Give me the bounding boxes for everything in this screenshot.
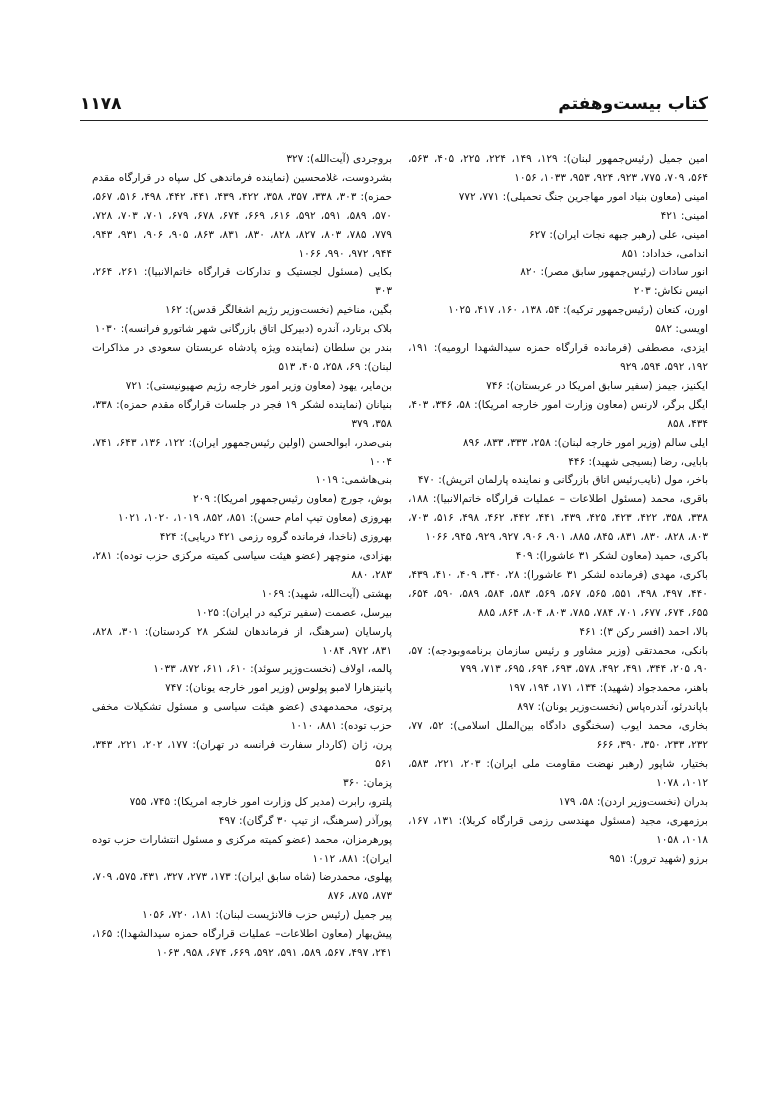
entry-name: پهلوی، محمدرضا (شاه سابق ایران): [234,871,393,884]
entry-page-refs: ۵۸، ۱۷۹ [558,795,594,808]
index-entry [92,490,392,509]
entry-page-refs: ۶۱۰، ۶۱۱، ۸۷۲، ۱۰۳۳ [153,663,247,676]
entry-name: اندامی، خداداد: [641,247,708,260]
entry-page-refs: ۴۶۱ [579,625,597,638]
entry-page-refs: ۱۶۲ [165,304,182,317]
index-entry [92,793,392,812]
entry-page-refs: ۸۲۰ [520,266,538,279]
entry-page-refs: ۷۷۱، ۷۷۲ [458,190,500,203]
entry-name: ایگل برگر، لارنس (معاون وزارت امور خارجه امریکا): [474,398,708,411]
entry-name: بخاری، محمد ایوب (سخنگوی دادگاه بین‌الملل اسلامی): [449,720,708,733]
entry-page-refs: ۴۷۰ [417,474,435,487]
entry-page-refs: ۱۸۸، ۳۳۸، ۳۵۸، ۴۲۲، ۴۲۳، ۴۲۵، ۴۳۹، ۴۴۱، ۴۴۲، ۴۶۲، ۴۹۸، ۵۱۶، ۷۰۳، ۸۰۳، ۸۲۸، ۸۳۰، ۸۳۱، ۸۴۵، ۸۸۵، ۹۰۱، ۹۰۶، ۹۲۷، ۹۲۹، ۹۴۵، ۱۰۶۶ [408,493,708,544]
index-entry [408,755,708,793]
entry-name: بگین، مناخیم (نخست‌وزیر رژیم اشغالگر قدس): [185,304,392,317]
entry-page-refs: ۲۰۹ [192,493,210,506]
entry-name: بهروزی (معاون تیپ امام حسن): [249,512,392,525]
entry-name: بوش، جورج (معاون رئیس‌جمهور امریکا): [213,493,392,506]
entry-name: بنی‌صدر، ابوالحسن (اولین رئیس‌جمهور ایران): [188,436,392,449]
entry-page-refs: ۲۸۱، ۲۸۳، ۸۸۰ [92,550,392,581]
entry-name: باخر، مول (نایب‌رئیس اتاق بازرگانی و نماینده پارلمان اتریش): [438,474,708,487]
entry-name: بدران (نخست‌وزیر اردن): [596,795,708,808]
entry-name: اویسی: [675,323,708,336]
entry-name: امینی، علی (رهبر جبهه نجات ایران): [549,228,708,241]
index-entry [408,377,708,396]
entry-page-refs: ۲۰۳ [633,285,651,298]
entry-name: بشردوست، غلامحسین (نماینده فرماندهی کل سپاه در قرارگاه مقدم حمزه): [92,171,392,203]
index-entry [408,698,708,717]
index-entry [408,679,708,698]
entry-page-refs: ۲۶۱، ۲۶۴، ۳۰۳ [92,266,392,298]
index-entry [408,226,708,245]
index-entry [92,509,392,528]
entry-page-refs: ۱۸۱، ۷۲۰، ۱۰۵۶ [142,909,212,922]
index-entry [408,566,708,623]
entry-page-refs: ۹۵۱ [609,852,627,865]
index-entry [408,150,708,188]
entry-name: پیش‌بهار (معاون اطلاعات– عملیات قرارگاه حمزه سیدالشهدا): [116,928,392,941]
entry-page-refs: ۱۲۹، ۱۴۹، ۲۲۴، ۲۲۵، ۴۰۵، ۵۶۳، ۵۶۴، ۷۰۹، ۷۷۵، ۹۲۳، ۹۲۴، ۹۵۳، ۱۰۳۳، ۱۰۵۶ [408,153,708,184]
entry-name: باکری، حمید (معاون لشکر ۳۱ عاشورا): [536,550,708,563]
entry-page-refs: ۸۸۱، ۱۰۱۰ [290,720,337,733]
index-entry [408,396,708,434]
entry-page-refs: ۴۲۱ [660,209,678,222]
index-entry [408,245,708,264]
entry-page-refs: ۱۳۴، ۱۷۱، ۱۹۴، ۱۹۷ [508,682,597,695]
entry-page-refs: ۲۸، ۳۴۰، ۴۰۹، ۴۱۰، ۴۳۹، ۴۴۰، ۴۹۷، ۴۹۸، ۵۵۱، ۵۶۵، ۵۶۷، ۵۶۹، ۵۸۳، ۵۸۴، ۵۸۹، ۵۹۰، ۶۵۴، ۶۵۵، ۶۷۴، ۶۷۷، ۷۰۱، ۷۸۴، ۷۸۵، ۸۰۳، ۸۰۴، ۸۶۴، ۸۸۵ [408,568,708,619]
entry-name: پانیتزهارا لامبو پولوس (وزیر امور خارجه یونان): [185,682,392,695]
index-entry [92,585,392,604]
index-entry [408,453,708,472]
entry-page-refs: ۱۰۳۰ [94,323,118,336]
entry-page-refs: ۷۲۱ [125,379,143,392]
index-entry [408,301,708,320]
index-entry [92,377,392,396]
index-entry [408,320,708,339]
entry-name: انور سادات (رئیس‌جمهور سابق مصر): [540,266,708,279]
index-entry [92,831,392,869]
index-entry [408,490,708,547]
index-entry [92,698,392,736]
entry-page-refs: ۷۴۶ [486,379,504,392]
entry-page-refs: ۱۰۲۵ [196,606,219,619]
entry-page-refs: ۴۴۶ [568,455,586,468]
index-entry [92,320,392,339]
entry-page-refs: ۴۰۹ [515,550,533,563]
entry-page-refs: ۵۴، ۱۳۸، ۱۶۰، ۴۱۷، ۱۰۲۵ [448,304,560,317]
index-entry [408,793,708,812]
index-entry [408,547,708,566]
entry-name: ایلی سالم (وزیر امور خارجه لبنان): [554,436,708,449]
index-entry [92,301,392,320]
entry-name: باهنر، محمدجواد (شهید): [599,682,708,695]
entry-name: بهزادی، منوچهر (عضو هیئت سیاسی کمیته مرکزی حزب توده): [116,550,392,563]
entry-page-refs: ۵۷، ۹۰، ۲۰۵، ۳۴۴، ۴۹۱، ۴۹۲، ۵۷۸، ۶۹۳، ۶۹۴، ۶۹۵، ۷۱۳، ۷۹۹ [408,644,708,676]
entry-name: پرتوی، محمدمهدی (عضو هیئت سیاسی و مسئول تشکیلات مخفی حزب توده): [92,701,392,733]
entry-page-refs: ۵۲، ۷۷، ۲۳۲، ۲۳۳، ۳۵۰، ۳۹۰، ۶۶۶ [408,720,708,752]
entry-name: بانکی، محمدتقی (وزیر مشاور و رئیس سازمان برنامه‌وبودجه): [427,644,708,657]
index-entry [92,736,392,774]
entry-page-refs: ۱۶۵، ۲۴۱، ۴۹۷، ۵۶۷، ۵۸۹، ۵۹۱، ۵۹۲، ۶۶۹، ۶۷۴، ۹۵۸، ۱۰۶۳ [92,928,392,960]
index-entry [92,906,392,925]
entry-name: انیس نکاش: [653,285,708,298]
index-entry [408,263,708,282]
entry-name: بنیانان (نماینده لشکر ۱۹ فجر در جلسات قرارگاه مقدم حمزه): [116,398,393,411]
index-entry [92,528,392,547]
index-entry [408,623,708,642]
entry-page-refs: ۱۷۷، ۲۰۲، ۲۲۱، ۳۴۳، ۵۶۱ [92,739,392,770]
index-entry [92,925,392,963]
entry-name: امینی (معاون بنیاد امور مهاجرین جنگ تحمیلی): [502,190,708,203]
entry-page-refs: ۳۰۳، ۳۳۸، ۳۵۷، ۳۵۸، ۴۲۲، ۴۳۹، ۴۴۱، ۴۴۲، ۴۹۸، ۵۱۶، ۵۶۷، ۵۷۰، ۵۸۹، ۵۹۱، ۵۹۲، ۶۱۶، ۶۶۹، ۶۷۴، ۶۷۸، ۶۷۹، ۷۰۱، ۷۰۳، ۷۲۸، ۷۷۹، ۷۸۵، ۸۰۳، ۸۲۷، ۸۲۸، ۸۳۰، ۸۳۱، ۸۶۳، ۹۰۵، ۹۰۶، ۹۳۱، ۹۴۳، ۹۴۴، ۹۷۲، ۹۹۰، ۱۰۶۶ [92,190,392,260]
entry-page-refs: ۱۷۳، ۲۷۳، ۳۲۷، ۴۳۱، ۵۷۵، ۷۰۹، ۸۷۳، ۸۷۵، ۸۷۶ [92,871,392,903]
index-entry [92,774,392,793]
entry-name: پزمان: [363,776,392,789]
entry-page-refs: ۴۲۴ [159,531,177,544]
entry-page-refs: ۱۳۱، ۱۶۷، ۱۰۱۸، ۱۰۵۸ [408,814,708,846]
index-entry [408,339,708,377]
index-entry [92,623,392,661]
index-entry [408,642,708,680]
index-entry [92,679,392,698]
entry-page-refs: ۲۰۳، ۲۲۱، ۵۸۳، ۱۰۱۲، ۱۰۷۸ [408,758,708,789]
entry-name: بهشتی (آیت‌الله، شهید): [287,587,392,600]
entry-name: بنی‌هاشمی: [341,474,392,487]
entry-name: ایکنیز، جیمز (سفیر سابق امریکا در عربستان): [506,379,708,392]
index-entry [408,471,708,490]
page-number: ۱۱۷۸ [80,94,122,114]
entry-page-refs: ۱۲۲، ۱۳۶، ۶۴۳، ۷۴۱، ۱۰۰۴ [92,436,392,468]
entry-name: بالا، احمد (افسر رکن ۳): [599,625,708,638]
entry-page-refs: ۵۸، ۳۴۶، ۴۰۳، ۴۳۴، ۸۵۸ [408,398,708,430]
entry-page-refs: ۱۹۱، ۱۹۲، ۵۹۲، ۵۹۴، ۹۲۹ [408,342,708,373]
entry-page-refs: ۶۲۷ [529,228,546,241]
entry-name: بکایی (مسئول لجستیک و تدارکات قرارگاه خاتم‌الانبیا): [143,266,392,279]
entry-name: باقری، محمد (مسئول اطلاعات – عملیات قرارگاه خاتم‌الانبیا): [432,493,709,506]
index-entry [408,850,708,869]
index-entry [92,434,392,472]
index-entry [92,660,392,679]
entry-page-refs: ۷۴۵، ۷۵۵ [129,795,171,808]
entry-name: پورآذر (سرهنگ، از تیپ ۳۰ گرگان): [239,814,392,827]
entry-page-refs: ۸۸۱، ۱۰۱۲ [312,852,359,865]
entry-page-refs: ۳۲۷ [286,153,304,165]
index-entry [92,169,392,264]
entry-name: برزمهری، مجید (مسئول مهندسی رزمی قرارگاه کربلا): [458,814,708,827]
index-entry [408,812,708,850]
index-entry [92,471,392,490]
entry-page-refs: ۵۸۲ [655,323,673,336]
entry-name: برزو (شهید ترور): [629,852,708,865]
header-divider [80,120,708,121]
index-entry [408,717,708,755]
index-entry [408,434,708,453]
index-entry [92,604,392,623]
entry-name: پورهرمزان، محمد (عضو کمیته مرکزی و مسئول انتشارات حزب توده ایران): [92,833,392,865]
index-entry [92,150,392,169]
entry-page-refs: ۷۴۷ [165,682,183,695]
entry-page-refs: ۸۹۷ [517,701,535,714]
entry-name: بندر بن سلطان (نماینده ویژه پادشاه عربستان سعودی در مذاکرات لبنان): [92,342,392,373]
entry-name: امین جمیل (رئیس‌جمهور لبنان): [563,153,708,165]
index-column-left [92,150,392,963]
entry-name: بیرسل، عصمت (سفیر ترکیه در ایران): [222,606,392,619]
entry-page-refs: ۴۹۷ [218,814,236,827]
entry-name: بهروزی (ناخدا، فرمانده گروه رزمی ۴۲۱ دریایی): [179,531,392,544]
index-column-right [408,150,708,868]
entry-name: پالمه، اولاف (نخست‌وزیر سوئد): [250,663,392,676]
index-entry [92,812,392,831]
entry-page-refs: ۲۵۸، ۳۳۳، ۸۳۳، ۸۹۶ [462,436,551,449]
entry-name: امینی: [680,209,708,222]
entry-name: باپاندرئو، آندره‌پاس (نخست‌وزیر یونان): [537,701,708,714]
index-entry [92,547,392,585]
entry-name: اورن، کنعان (رئیس‌جمهور ترکیه): [562,304,708,317]
entry-name: پلترو، رابرت (مدیر کل وزارت امور خارجه امریکا): [173,795,392,808]
index-entry [408,188,708,207]
index-entry [92,263,392,301]
entry-name: پیر جمیل (رئیس حزب فالانژیست لبنان): [215,909,392,922]
entry-page-refs: ۱۰۶۹ [261,587,285,600]
entry-name: بختیار، شاپور (رهبر نهضت مقاومت ملی ایران): [486,758,709,770]
page-header [80,94,708,118]
entry-page-refs: ۸۵۱ [621,247,639,260]
entry-page-refs: ۸۵۱، ۸۵۲، ۱۰۱۹، ۱۰۲۰، ۱۰۲۱ [118,512,247,525]
index-entry [92,339,392,377]
entry-page-refs: ۳۶۰ [342,776,360,789]
entry-name: بن‌مایر، یهود (معاون وزیر امور خارجه رژیم صهیونیستی): [145,379,392,392]
entry-name: پرن، ژان (کاردار سفارت فرانسه در تهران): [192,739,393,752]
entry-page-refs: ۳۳۸، ۳۵۸، ۳۷۹ [92,398,392,430]
entry-name: بابایی، رضا (بسیجی شهید): [588,455,708,468]
entry-page-refs: ۱۰۱۹ [315,474,338,487]
entry-name: باکری، مهدی (فرمانده لشکر ۳۱ عاشورا): [523,568,708,581]
entry-name: پارسایان (سرهنگ، از فرماندهان لشکر ۲۸ کردستان): [144,625,392,638]
book-title: کتاب بیست‌وهفتم [558,94,708,114]
entry-page-refs: ۳۰۱، ۸۲۸، ۸۳۱، ۹۷۲، ۱۰۸۴ [92,625,392,657]
entry-name: بلاک برنارد، آندره (دبیرکل اتاق بازرگانی شهر شاتورو فرانسه): [120,323,392,336]
entry-page-refs: ۶۹، ۲۵۸، ۴۰۵، ۵۱۳ [278,360,361,373]
entry-name: بروجردی (آیت‌الله): [306,153,392,165]
index-entry [408,207,708,226]
index-entry [408,282,708,301]
index-entry [92,868,392,906]
entry-name: ایزدی، مصطفی (فرمانده قرارگاه حمزه سیدالشهدا ارومیه): [433,342,708,355]
index-entry [92,396,392,434]
